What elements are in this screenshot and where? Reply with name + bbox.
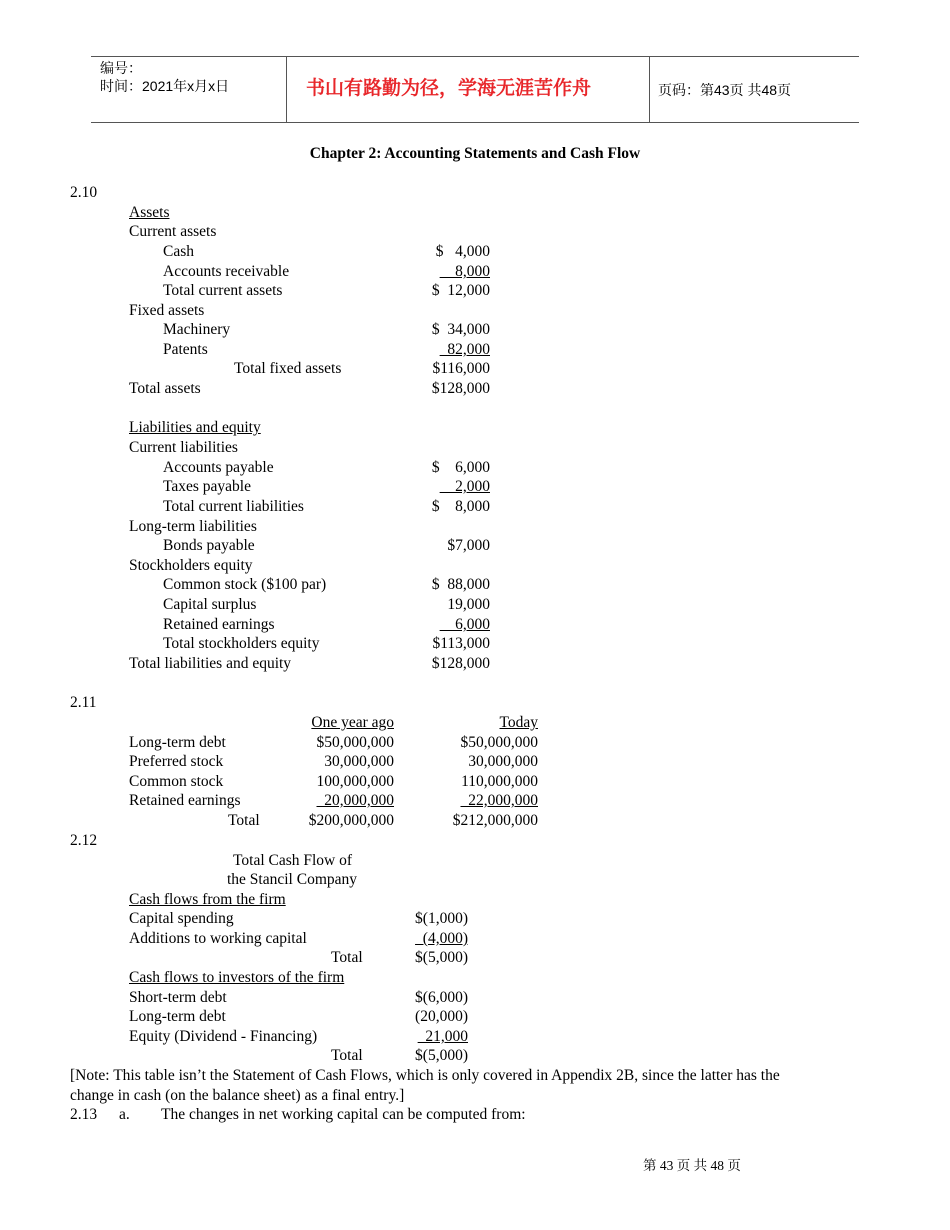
tp-label: Taxes payable <box>163 478 251 495</box>
tp-value: 2,000 <box>439 478 490 495</box>
awc-value: (4,000) <box>415 930 468 947</box>
section-number-2-13: 2.13 <box>70 1106 98 1123</box>
cash-flows-from-firm-heading: Cash flows from the firm <box>129 891 286 908</box>
csur-label: Capital surplus <box>163 596 257 613</box>
part-a-label: a. <box>119 1106 130 1123</box>
header-top-rule <box>91 56 859 57</box>
section-number-2-10: 2.10 <box>70 184 98 201</box>
tfa-value: $116,000 <box>432 360 490 377</box>
awc-label: Additions to working capital <box>129 930 307 947</box>
tca-value: $ 12,000 <box>431 282 490 299</box>
row-value-today: 30,000,000 <box>468 753 538 770</box>
header-divider-2 <box>649 56 650 122</box>
note-line-1: [Note: This table isn’t the Statement of Cash Flows, which is only covered in Appendix 2B, since the latter has the <box>70 1067 780 1084</box>
tse-value: $113,000 <box>432 635 490 652</box>
row-label: Preferred stock <box>129 753 224 770</box>
se-heading: Stockholders equity <box>129 557 253 574</box>
capex-label: Capital spending <box>129 910 234 927</box>
equity-label: Equity (Dividend - Financing) <box>129 1028 318 1045</box>
row-value-prior: $50,000,000 <box>316 734 394 751</box>
note-line-2: change in cash (on the balance sheet) as a final entry.] <box>70 1087 405 1104</box>
ltl-heading: Long-term liabilities <box>129 518 257 535</box>
row-value-today: $50,000,000 <box>460 734 538 751</box>
current-assets-heading: Current assets <box>129 223 217 240</box>
header-divider-1 <box>286 56 287 122</box>
ltd-label: Long-term debt <box>129 1008 226 1025</box>
cs-label: Common stock ($100 par) <box>163 576 327 593</box>
cs-value: $ 88,000 <box>431 576 490 593</box>
tle-label: Total liabilities and equity <box>129 655 292 672</box>
cash-flows-to-investors-heading: Cash flows to investors of the firm <box>129 969 345 986</box>
tse-label: Total stockholders equity <box>163 635 320 652</box>
bonds-label: Bonds payable <box>163 537 255 554</box>
patents-label: Patents <box>163 341 208 358</box>
std-value: $(6,000) <box>415 989 468 1006</box>
header-motto: 书山有路勤为径，学海无涯苦作舟 <box>306 78 592 99</box>
part-a-text: The changes in net working capital can be computed from: <box>161 1106 526 1123</box>
ta-value: $128,000 <box>431 380 490 397</box>
total2-label: Total <box>331 1047 363 1064</box>
capex-value: $(1,000) <box>415 910 468 927</box>
total1-label: Total <box>331 949 363 966</box>
tle-value: $128,000 <box>431 655 490 672</box>
bonds-value: $7,000 <box>447 537 490 554</box>
assets-heading: Assets <box>129 204 170 221</box>
header-code-label: 编号： <box>100 60 142 76</box>
col-today: Today <box>499 714 538 731</box>
total-label: Total <box>228 812 260 829</box>
ta-label: Total assets <box>129 380 201 397</box>
header-bottom-rule <box>91 122 859 123</box>
tca-label: Total current assets <box>163 282 283 299</box>
total-value-today: $212,000,000 <box>452 812 538 829</box>
tcl-label: Total current liabilities <box>163 498 304 515</box>
row-value-today: 110,000,000 <box>461 773 538 790</box>
ar-label: Accounts receivable <box>163 263 290 280</box>
row-value-prior: 30,000,000 <box>324 753 394 770</box>
re-label: Retained earnings <box>163 616 275 633</box>
cash-label: Cash <box>163 243 194 260</box>
row-value-prior: 100,000,000 <box>316 773 394 790</box>
machinery-value: $ 34,000 <box>431 321 490 338</box>
section-number-2-11: 2.11 <box>70 694 97 711</box>
total1-value: $(5,000) <box>415 949 468 966</box>
std-label: Short-term debt <box>129 989 227 1006</box>
row-value-today: 22,000,000 <box>460 792 538 809</box>
total-value-prior: $200,000,000 <box>308 812 394 829</box>
re-value: 6,000 <box>439 616 490 633</box>
cash-flow-title-1: Total Cash Flow of <box>233 852 353 869</box>
total2-value: $(5,000) <box>415 1047 468 1064</box>
patents-value: 82,000 <box>439 341 490 358</box>
cash-flow-title-2: the Stancil Company <box>227 871 358 888</box>
csur-value: 19,000 <box>447 596 490 613</box>
fixed-assets-heading: Fixed assets <box>129 302 205 319</box>
header-time-label: 时间：2021年x月x日 <box>100 78 230 94</box>
page-footer: 第 43 页 共 48 页 <box>643 1158 741 1173</box>
ap-label: Accounts payable <box>163 459 274 476</box>
section-number-2-12: 2.12 <box>70 832 98 849</box>
col-one-year-ago: One year ago <box>311 714 394 731</box>
le-heading: Liabilities and equity <box>129 419 261 436</box>
current-liabilities-heading: Current liabilities <box>129 439 238 456</box>
ar-value: 8,000 <box>439 263 490 280</box>
row-label: Retained earnings <box>129 792 241 809</box>
cash-value: $ 4,000 <box>435 243 490 260</box>
ltd-value: (20,000) <box>415 1008 468 1025</box>
row-label: Common stock <box>129 773 224 790</box>
ap-value: $ 6,000 <box>431 459 490 476</box>
row-value-prior: 20,000,000 <box>316 792 394 809</box>
row-label: Long-term debt <box>129 734 226 751</box>
machinery-label: Machinery <box>163 321 231 338</box>
header-page-info: 页码：第43页 共48页 <box>658 82 792 98</box>
equity-value: 21,000 <box>417 1028 468 1045</box>
tfa-label: Total fixed assets <box>234 360 342 377</box>
tcl-value: $ 8,000 <box>431 498 490 515</box>
chapter-title: Chapter 2: Accounting Statements and Cash Flow <box>309 145 641 162</box>
